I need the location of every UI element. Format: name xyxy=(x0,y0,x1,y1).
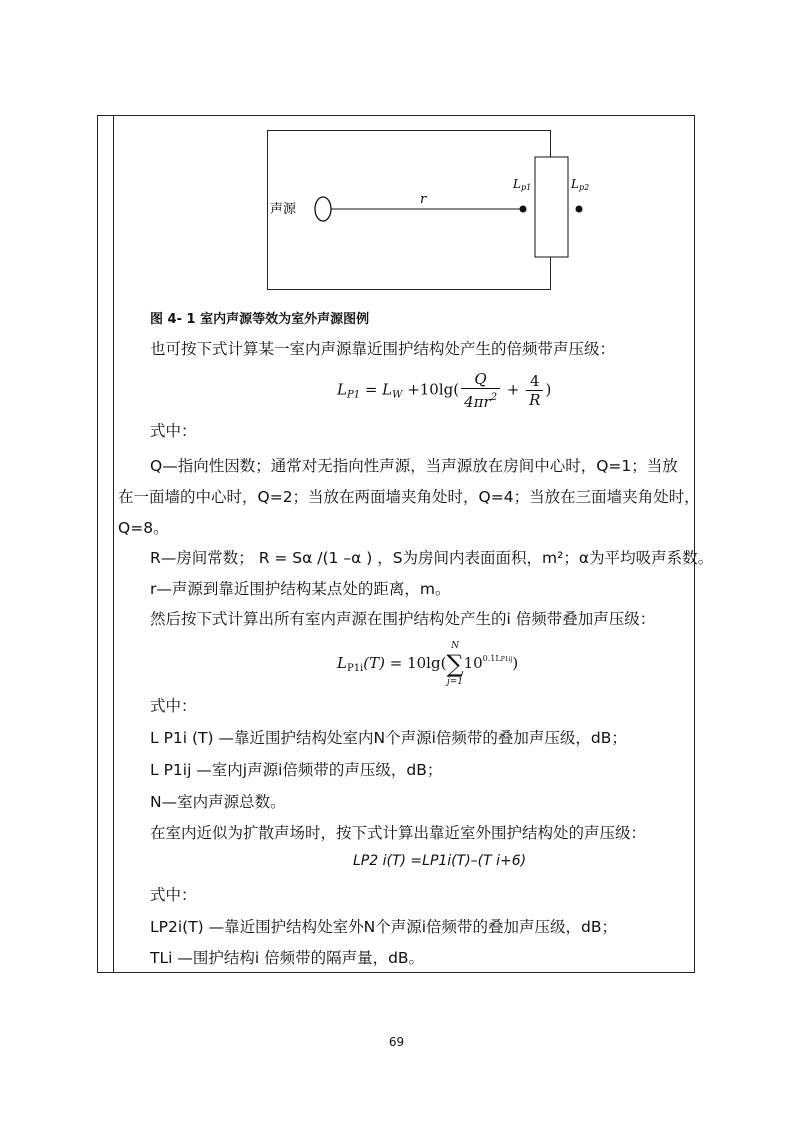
point-p2 xyxy=(576,206,583,213)
lp1ij-definition: L P1ij —室内j声源i倍频带的声压级，dB； xyxy=(150,761,443,779)
n-definition: N—室内声源总数。 xyxy=(150,793,286,811)
point1-label: Lp1 xyxy=(513,177,532,192)
q-definition-line2: 在一面墙的中心时，Q=2；当放在两面墙夹角处时，Q=4；当放在三面墙夹角处时， xyxy=(118,488,700,506)
distance-definition: r—声源到靠近围护结构某点处的距离，m。 xyxy=(150,580,451,598)
formula-lp2i: LP2 i(T) =LP1i(T)–(T i+6) xyxy=(353,853,527,869)
table-column-divider xyxy=(113,115,114,973)
q-definition-line1: Q—指向性因数；通常对无指向性声源，当声源放在房间中心时，Q=1；当放 xyxy=(150,457,678,475)
where-label-1: 式中： xyxy=(150,422,197,440)
figure-caption: 图 4- 1 室内声源等效为室外声源图例 xyxy=(150,312,370,327)
intro-text-3: 在室内近似为扩散声场时，按下式计算出靠近室外围护结构处的声压级： xyxy=(150,824,647,842)
page-number: 69 xyxy=(388,1035,405,1049)
wall-rect xyxy=(535,157,568,257)
intro-text-2: 然后按下式计算出所有室内声源在围护结构处产生的i 倍频带叠加声压级： xyxy=(150,610,656,628)
formula-lp1: $L_{P1} = L_W +10\lg$( $\frac{Q}{4\pi r^2}$ + $\frac{4}{R}$ ) xyxy=(337,370,552,411)
where-label-2: 式中： xyxy=(150,697,197,715)
source-label: 声源 xyxy=(270,202,297,217)
intro-text-1: 也可按下式计算某一室内声源靠近围护结构处产生的倍频带声压级： xyxy=(150,340,616,358)
point-p1 xyxy=(520,206,527,213)
point2-label: Lp2 xyxy=(571,177,590,192)
sound-source-ellipse xyxy=(315,197,331,221)
where-label-3: 式中： xyxy=(150,886,197,904)
distance-label: r xyxy=(420,192,427,207)
formula-lp1i: $L_{P1i}(T) = 10\lg$( N ∑ j=1 $10^{0.1LP1ij}$) xyxy=(337,641,519,687)
tli-definition: TLi —围护结构i 倍频带的隔声量，dB。 xyxy=(150,949,425,967)
lp1i-definition: L P1i (T) —靠近围护结构处室内N个声源i倍频带的叠加声压级，dB； xyxy=(150,729,627,747)
q-definition-line3: Q=8。 xyxy=(118,519,169,537)
lp2i-definition: LP2i(T) —靠近围护结构处室外N个声源i倍频带的叠加声压级，dB； xyxy=(150,918,618,936)
r-definition: R—房间常数； R = Sα /(1 –α ) ，S为房间内表面面积，m²；α为平均吸声系数。 xyxy=(150,549,714,567)
room-diagram xyxy=(260,125,600,300)
